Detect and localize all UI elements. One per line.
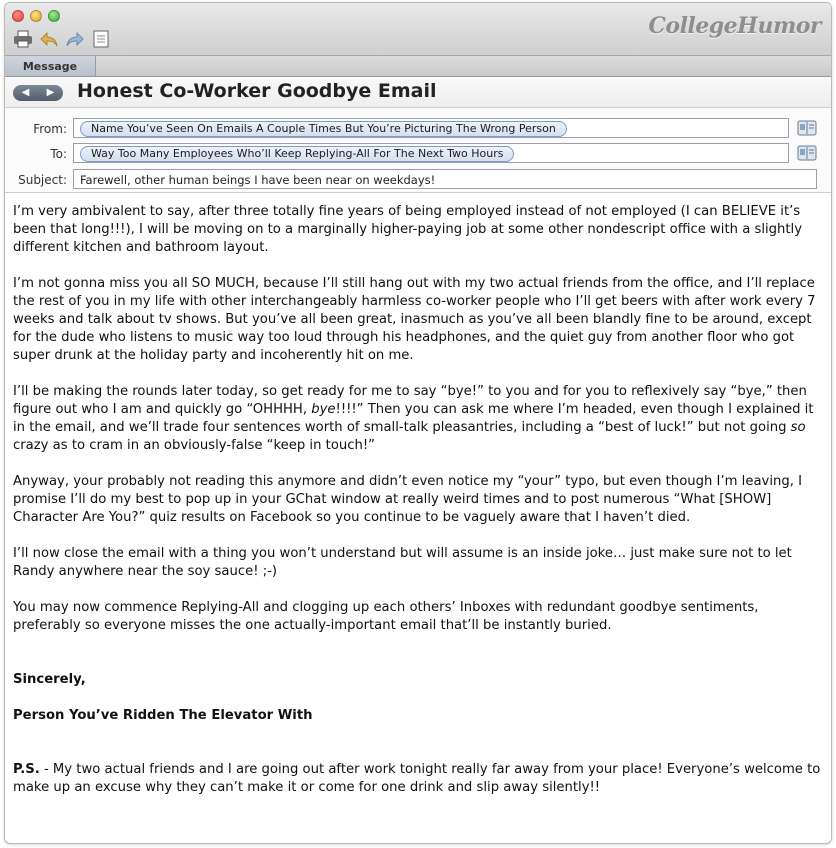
- to-label: To:: [50, 147, 67, 161]
- forward-arrow-icon[interactable]: ▶: [46, 87, 55, 98]
- minimize-window-icon[interactable]: [30, 10, 42, 22]
- collegehumor-logo: CollegeHumor: [648, 13, 821, 39]
- from-row: [5, 118, 831, 140]
- tab-bar: [5, 56, 831, 77]
- body-text: crazy as to cram in an obviously-false “keep in touch!”: [13, 438, 375, 453]
- address-book-icon[interactable]: [797, 119, 817, 137]
- spacer: [13, 653, 823, 671]
- subject-text: Farewell, other human beings I have been near on weekdays!: [80, 173, 436, 187]
- subject-row: [5, 169, 831, 191]
- message-title-bar: [5, 77, 831, 108]
- message-body[interactable]: [13, 203, 823, 815]
- address-book-icon[interactable]: [797, 144, 817, 162]
- page-title: Honest Co-Worker Goodbye Email: [77, 80, 437, 102]
- to-row: [5, 143, 831, 165]
- reply-icon[interactable]: [39, 29, 59, 49]
- back-forward-control[interactable]: [13, 85, 63, 101]
- body-paragraph: I’ll now close the email with a thing you won’t understand but will assume is an inside joke… just make sure not to let Randy anywhere near the soy sauce! ;-): [13, 546, 792, 579]
- window-controls: [12, 10, 60, 22]
- body-paragraph: I’m very ambivalent to say, after three totally fine years of being employed instead of not employed (I can BELIEVE it’s been that long!!!), I will be moving on to a marginally higher-paying job at some other nondescript office with a slightly different kitchen and bathroom layout.: [13, 204, 803, 255]
- closing: Sincerely,: [13, 672, 86, 687]
- from-recipient-token[interactable]: Name You’ve Seen On Emails A Couple Times But You’re Picturing The Wrong Person: [80, 121, 567, 137]
- body-emphasis: so: [790, 420, 806, 435]
- tab-message[interactable]: Message: [5, 56, 96, 76]
- close-window-icon[interactable]: [12, 10, 24, 22]
- zoom-window-icon[interactable]: [48, 10, 60, 22]
- mail-window: [4, 2, 832, 844]
- ps-text: - My two actual friends and I are going out after work tonight really far away from your place! Everyone’s welcome to make up an excuse why they can’t make it or come for one drink and slip away silently!!: [13, 762, 821, 795]
- from-field[interactable]: [73, 118, 789, 138]
- toolbar: [5, 3, 831, 56]
- toolbar-buttons: [13, 29, 111, 49]
- postscript: [13, 761, 823, 797]
- ps-label: P.S.: [13, 762, 40, 777]
- subject-label: Subject:: [18, 173, 67, 187]
- subject-field[interactable]: [73, 169, 817, 189]
- body-paragraph: [13, 383, 823, 455]
- body-paragraph: I’m not gonna miss you all SO MUCH, because I’ll still hang out with my two actual friends from the office, and I’ll replace the rest of you in my life with other interchangeably harmless co-worker people who I’ll get beers with after work every 7 weeks and talk about tv shows. But you’ve all been great, inasmuch as you’ve all been blandly fine to be around, except for the dude who listens to music way too loud through his headphones, and the quiet guy from another floor who got super drunk at the holiday party and incoherently hit on me.: [13, 276, 816, 363]
- message-headers: [5, 108, 831, 193]
- back-arrow-icon[interactable]: ◀: [21, 87, 30, 98]
- note-icon[interactable]: [91, 29, 111, 49]
- forward-icon[interactable]: [65, 29, 85, 49]
- body-text: !!!!” Then you can ask me where I’m headed, even though I explained it in the email, and we’ll trade four sentences worth of small-talk pleasantries, including a “best of luck!” but not going: [13, 402, 814, 435]
- print-icon[interactable]: [13, 29, 33, 49]
- spacer: [13, 743, 823, 761]
- to-recipient-token[interactable]: Way Too Many Employees Who’ll Keep Replying-All For The Next Two Hours: [80, 146, 514, 162]
- body-paragraph: You may now commence Replying-All and clogging up each others’ Inboxes with redundant goodbye sentiments, preferably so everyone misses the one actually-important email that’ll be instantly buried.: [13, 600, 759, 633]
- from-label: From:: [33, 122, 67, 136]
- body-emphasis: bye: [311, 402, 336, 417]
- body-paragraph: Anyway, your probably not reading this anymore and didn’t even notice my “your” typo, but even though I’m leaving, I promise I’ll do my best to pop up in your GChat window at really weird times and to post numerous “What [SHOW] Character Are You?” quiz results on Facebook so you continue to be vaguely aware that I haven’t died.: [13, 474, 803, 525]
- signature: Person You’ve Ridden The Elevator With: [13, 708, 313, 723]
- to-field[interactable]: [73, 143, 789, 163]
- body-text: I’ll be making the rounds later today, so get ready for me to say “bye!” to you and for you to reflexively say “bye,” then figure out who I am and quickly go “OHHHH,: [13, 384, 807, 417]
